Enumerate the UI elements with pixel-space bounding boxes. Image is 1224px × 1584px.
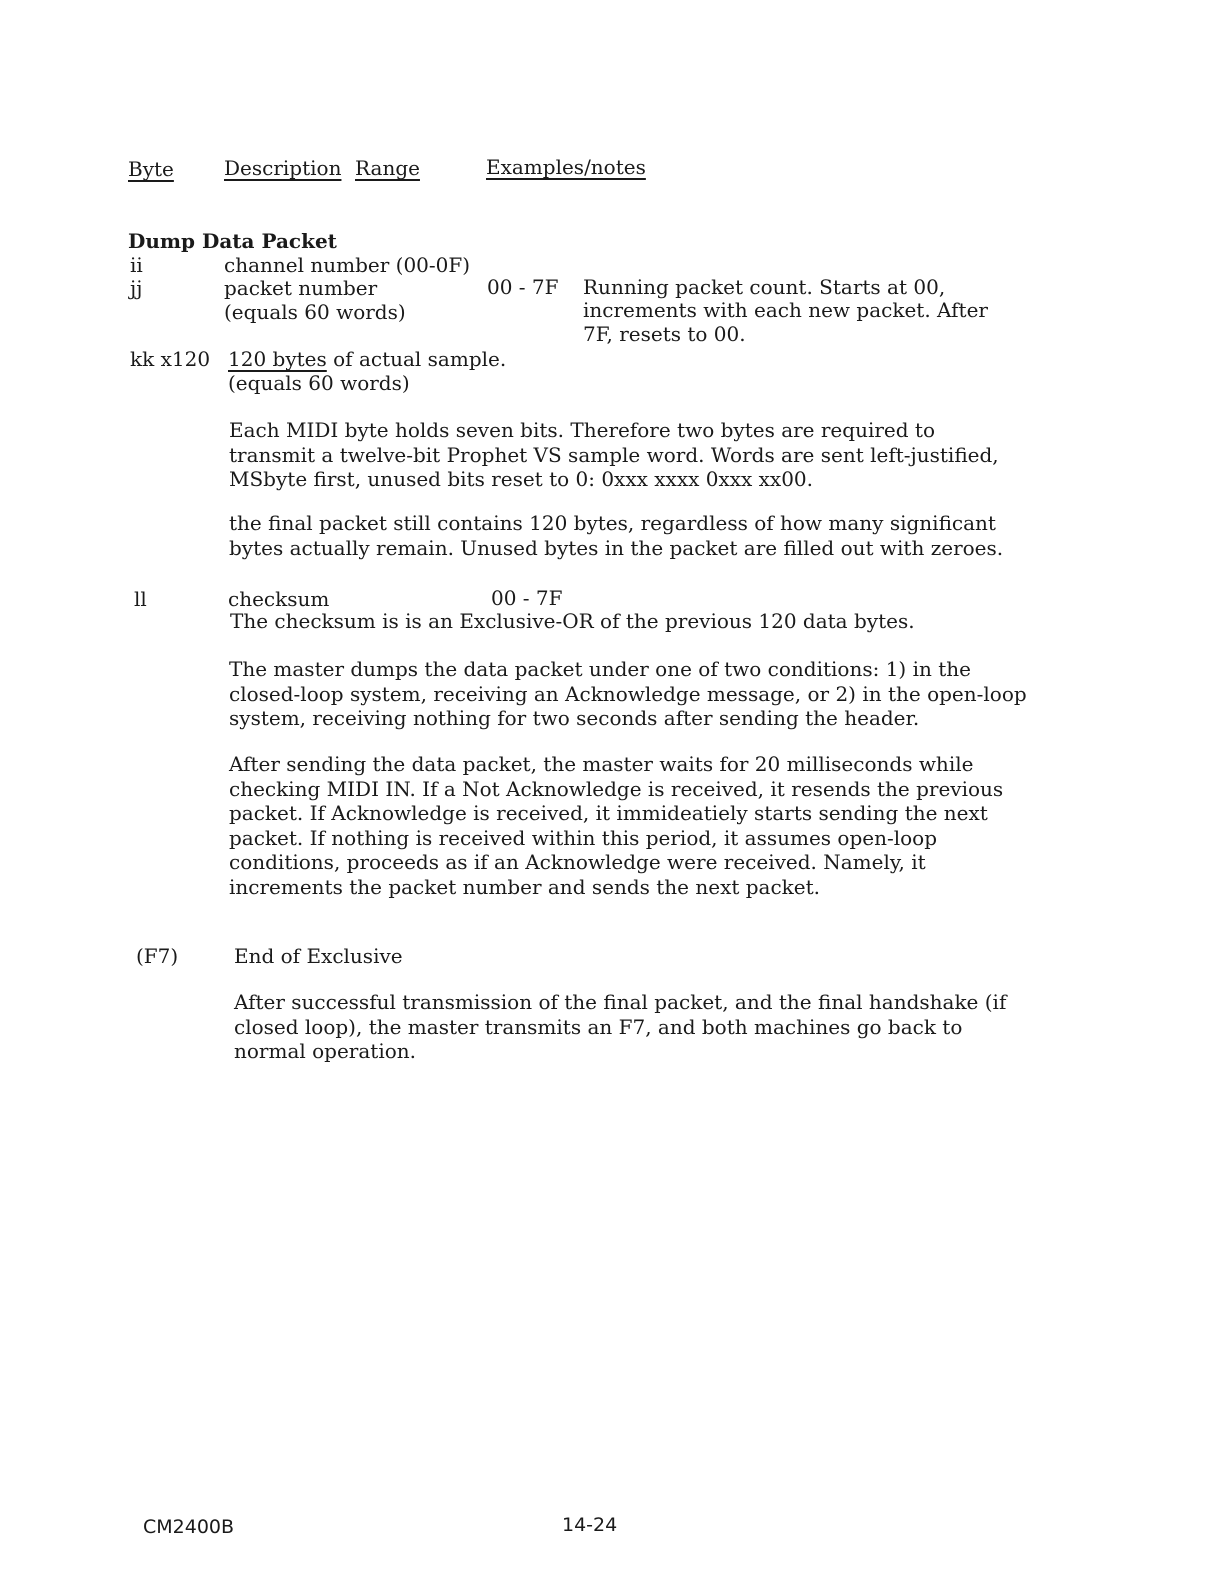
range-ll: 00 - 7F <box>491 586 563 610</box>
description-kk-rest: of actual sample. <box>326 347 507 371</box>
paragraph-final-packet <box>229 511 1039 560</box>
paragraph-line: system, receiving nothing for two seconds after sending the header. <box>229 706 920 730</box>
paragraph-line: After successful transmission of the final packet, and the final handshake (if <box>234 990 1007 1014</box>
description-jj-line2: (equals 60 words) <box>224 300 406 324</box>
description-jj-line1: packet number <box>224 276 378 300</box>
paragraph-line: the final packet still contains 120 bytes, regardless of how many significant <box>229 511 996 535</box>
byte-ii: ii <box>130 253 143 277</box>
byte-ll: ll <box>134 587 147 611</box>
paragraph-line: increments the packet number and sends the next packet. <box>229 874 821 899</box>
header-range: Range <box>355 156 420 180</box>
notes-jj-line3: 7F, resets to 00. <box>583 322 746 346</box>
byte-jj: jj <box>130 276 143 300</box>
header-examples: Examples/notes <box>486 155 646 179</box>
paragraph-line: Each MIDI byte holds seven bits. Therefore two bytes are required to <box>229 418 935 442</box>
paragraph-line: checking MIDI IN. If a Not Acknowledge is received, it resends the previous <box>229 776 1004 801</box>
paragraph-line: packet. If nothing is received within this period, it assumes open-loop <box>229 825 938 850</box>
notes-jj-line2: increments with each new packet. After <box>583 298 988 322</box>
footer-page-number: 14-24 <box>562 1514 618 1536</box>
description-kk-line1 <box>228 347 506 371</box>
paragraph-line: MSbyte first, unused bits reset to 0: 0xxx xxxx 0xxx xx00. <box>229 467 814 491</box>
range-jj: 00 - 7F <box>487 275 559 299</box>
paragraph-after-final <box>234 990 1040 1064</box>
description-ii: channel number (00-0F) <box>224 253 471 277</box>
paragraph-master-dumps <box>229 657 1039 731</box>
header-byte: Byte <box>128 157 174 181</box>
description-kk-line2: (equals 60 words) <box>228 371 410 395</box>
paragraph-line: conditions, proceeds as if an Acknowledge were received. Namely, it <box>229 850 926 874</box>
paragraph-after-sending <box>229 752 1039 899</box>
paragraph-line: closed-loop system, receiving an Acknowledge message, or 2) in the open-loop <box>229 681 1027 706</box>
paragraph-line: The master dumps the data packet under one of two conditions: 1) in the <box>229 657 971 681</box>
byte-f7: (F7) <box>136 944 179 968</box>
description-ll: checksum <box>228 587 330 611</box>
byte-kk: kk x120 <box>130 347 211 371</box>
description-f7: End of Exclusive <box>234 944 403 968</box>
paragraph-line: transmit a twelve-bit Prophet VS sample word. Words are sent left-justified, <box>229 442 999 467</box>
paragraph-midi-bits <box>229 418 1039 492</box>
paragraph-line: closed loop), the master transmits an F7, and both machines go back to <box>234 1014 963 1039</box>
header-description: Description <box>224 156 342 180</box>
section-title: Dump Data Packet <box>128 229 337 253</box>
note-ll: The checksum is is an Exclusive-OR of the previous 120 data bytes. <box>230 609 915 633</box>
footer-doc-code: CM2400B <box>143 1516 235 1538</box>
description-kk-bytes: 120 bytes <box>228 347 327 371</box>
paragraph-line: bytes actually remain. Unused bytes in the packet are filled out with zeroes. <box>229 535 1004 560</box>
paragraph-line: packet. If Acknowledge is received, it immideatiely starts sending the next <box>229 801 988 825</box>
notes-jj-line1: Running packet count. Starts at 00, <box>583 275 946 299</box>
paragraph-line: After sending the data packet, the master waits for 20 milliseconds while <box>229 752 974 776</box>
paragraph-line: normal operation. <box>234 1039 417 1063</box>
